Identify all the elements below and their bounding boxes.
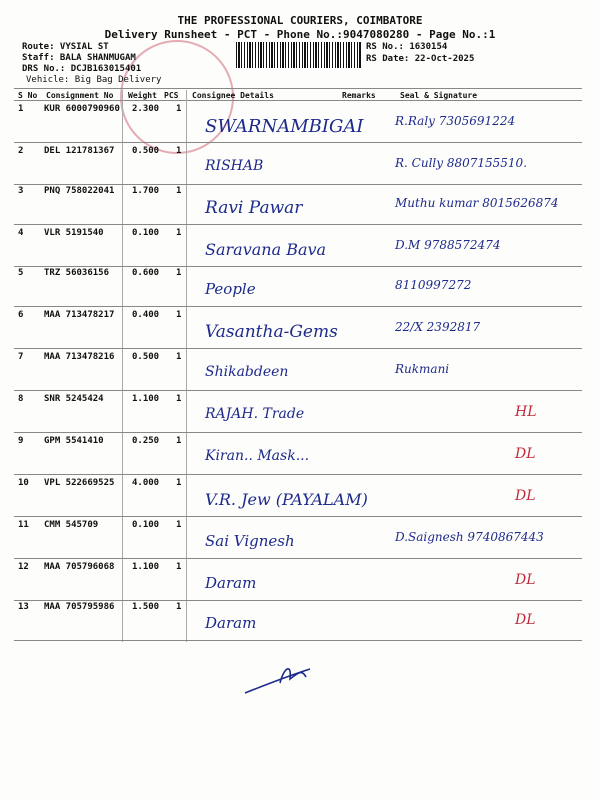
row-divider: [14, 640, 582, 641]
col-divider: [186, 90, 187, 642]
row-sno: 3: [18, 186, 24, 196]
route-label: Route: VYSIAL ST: [22, 42, 109, 52]
row-sno: 12: [18, 562, 29, 572]
row-signature: DL: [515, 488, 536, 504]
row-pcs: 1: [176, 104, 182, 114]
row-sno: 7: [18, 352, 24, 362]
row-weight: 0.500: [132, 146, 160, 156]
row-consignment-no: MAA 713478216: [44, 352, 115, 362]
row-consignee-name: Kiran.. Mask...: [205, 448, 310, 464]
row-signature: D.M 9788572474: [395, 238, 501, 252]
drs-label: DRS No.: DCJB163015401: [22, 64, 142, 74]
table-header-rule: [14, 100, 582, 101]
row-divider: [14, 266, 582, 267]
row-sno: 13: [18, 602, 29, 612]
row-consignee-name: People: [205, 280, 256, 298]
row-pcs: 1: [176, 352, 182, 362]
row-consignment-no: SNR 5245424: [44, 394, 104, 404]
row-consignment-no: MAA 705796068: [44, 562, 115, 572]
row-pcs: 1: [176, 186, 182, 196]
row-consignee-name: Vasantha-Gems: [205, 322, 338, 342]
row-weight: 1.100: [132, 562, 160, 572]
row-consignment-no: PNQ 758022041: [44, 186, 115, 196]
row-consignee-name: SWARNAMBIGAI: [205, 116, 364, 137]
table-top-rule: [14, 88, 582, 89]
row-divider: [14, 142, 582, 143]
vehicle-label: Vehicle: Big Bag Delivery: [26, 75, 162, 85]
row-weight: 4.000: [132, 478, 160, 488]
row-pcs: 1: [176, 602, 182, 612]
row-consignee-name: RAJAH. Trade: [205, 406, 305, 422]
row-consignee-name: RISHAB: [205, 158, 264, 174]
row-consignment-no: MAA 705795986: [44, 602, 115, 612]
row-pcs: 1: [176, 310, 182, 320]
row-pcs: 1: [176, 436, 182, 446]
row-weight: 2.300: [132, 104, 160, 114]
row-divider: [14, 558, 582, 559]
row-divider: [14, 474, 582, 475]
row-consignment-no: CMM 545709: [44, 520, 99, 530]
row-sno: 8: [18, 394, 24, 404]
row-pcs: 1: [176, 520, 182, 530]
row-consignee-name: Ravi Pawar: [205, 198, 303, 218]
row-consignee-name: Shikabdeen: [205, 364, 289, 380]
col-weight: Weight: [128, 91, 157, 100]
row-divider: [14, 348, 582, 349]
row-divider: [14, 224, 582, 225]
col-remarks: Remarks: [342, 91, 376, 100]
row-consignment-no: VPL 522669525: [44, 478, 115, 488]
row-consignment-no: GPM 5541410: [44, 436, 104, 446]
courier-signature: [240, 655, 320, 700]
col-consignee: Consignee Details: [192, 91, 274, 100]
row-sno: 5: [18, 268, 24, 278]
row-divider: [14, 390, 582, 391]
staff-label: Staff: BALA SHANMUGAM: [22, 53, 136, 63]
row-weight: 1.100: [132, 394, 160, 404]
row-weight: 0.600: [132, 268, 160, 278]
row-sno: 1: [18, 104, 24, 114]
row-divider: [14, 306, 582, 307]
row-consignment-no: MAA 713478217: [44, 310, 115, 320]
row-consignee-name: Sai Vignesh: [205, 532, 295, 550]
col-seal: Seal & Signature: [400, 91, 478, 100]
rs-date-label: RS Date: 22-Oct-2025: [366, 54, 475, 64]
row-consignee-name: Daram: [205, 574, 257, 592]
row-pcs: 1: [176, 478, 182, 488]
row-consignment-no: DEL 121781367: [44, 146, 115, 156]
row-pcs: 1: [176, 562, 182, 572]
row-weight: 0.100: [132, 228, 160, 238]
row-divider: [14, 516, 582, 517]
row-weight: 0.250: [132, 436, 160, 446]
row-signature: R.Raly 7305691224: [395, 114, 516, 128]
row-weight: 0.100: [132, 520, 160, 530]
row-weight: 0.400: [132, 310, 160, 320]
row-signature: DL: [515, 612, 536, 628]
row-pcs: 1: [176, 228, 182, 238]
row-consignee-name: Saravana Bava: [205, 240, 327, 259]
row-divider: [14, 432, 582, 433]
col-pcs: PCS: [164, 91, 179, 100]
row-sno: 2: [18, 146, 24, 156]
row-sno: 11: [18, 520, 29, 530]
row-weight: 1.700: [132, 186, 160, 196]
col-divider: [122, 90, 123, 642]
row-signature: R. Cully 8807155510.: [395, 156, 528, 170]
row-divider: [14, 600, 582, 601]
row-consignment-no: VLR 5191540: [44, 228, 104, 238]
row-signature: DL: [515, 572, 536, 588]
row-consignee-name: V.R. Jew (PAYALAM): [205, 490, 368, 509]
barcode: [236, 42, 362, 68]
company-title: THE PROFESSIONAL COURIERS, COIMBATORE: [177, 14, 423, 27]
row-signature: 22/X 2392817: [395, 320, 481, 334]
runsheet-title: Delivery Runsheet - PCT - Phone No.:9047080280 - Page No.:1: [104, 28, 496, 41]
row-consignment-no: TRZ 56036156: [44, 268, 110, 278]
row-divider: [14, 184, 582, 185]
row-weight: 0.500: [132, 352, 160, 362]
row-pcs: 1: [176, 268, 182, 278]
row-weight: 1.500: [132, 602, 160, 612]
row-signature: HL: [515, 404, 537, 420]
row-sno: 9: [18, 436, 24, 446]
rs-no-label: RS No.: 1630154: [366, 42, 448, 52]
row-signature: D.Saignesh 9740867443: [395, 530, 544, 544]
row-sno: 6: [18, 310, 24, 320]
row-signature: Muthu kumar 8015626874: [395, 196, 559, 210]
row-signature: Rukmani: [395, 362, 450, 376]
row-pcs: 1: [176, 146, 182, 156]
row-signature: DL: [515, 446, 536, 462]
row-signature: 8110997272: [395, 278, 472, 292]
col-consignment: Consignment No: [46, 91, 114, 100]
row-sno: 4: [18, 228, 24, 238]
row-sno: 10: [18, 478, 29, 488]
row-consignment-no: KUR 6000790960: [44, 104, 120, 114]
row-consignee-name: Daram: [205, 614, 257, 632]
row-pcs: 1: [176, 394, 182, 404]
col-sno: S No: [18, 91, 38, 100]
